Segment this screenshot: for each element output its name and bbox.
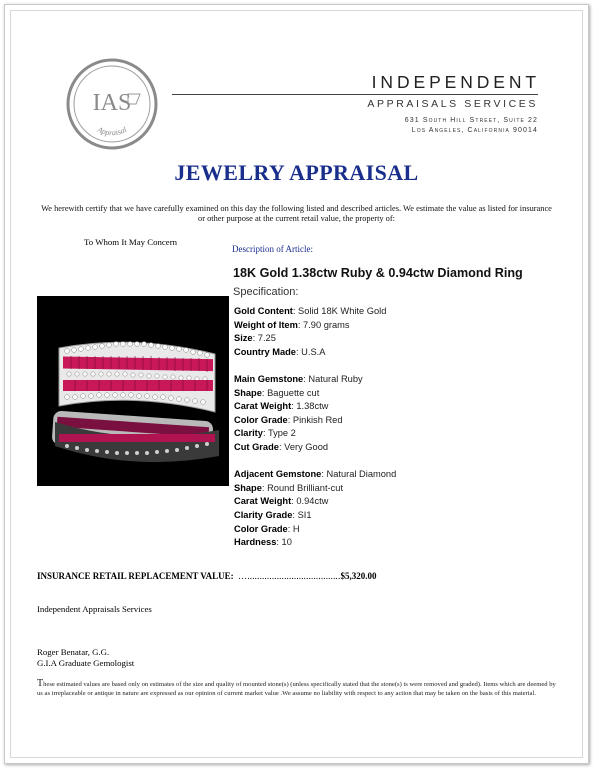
spec-spacer [234,359,396,373]
spec-row: Gold Content: Solid 18K White Gold [234,306,387,316]
header-rule [172,94,538,95]
spec-row: Color Grade: H [234,523,300,534]
spec-row: Clarity: Type 2 [234,428,296,439]
company-address-line1: 631 South Hill Street, Suite 22 [404,117,538,124]
disclaimer [37,680,557,698]
ring-photo [37,296,229,486]
document-title: JEWELRY APPRAISAL [174,160,419,185]
ias-seal-logo [66,58,158,150]
certification-text: We herewith certify that we have carefully examined on this day the following listed and described articles. We estimate the value as listed for insurance or other purpose at the current retail value, the property of: [41,204,552,223]
description-label: Description of Article: [232,244,313,254]
company-header [330,72,540,93]
spec-spacer [234,455,396,469]
article-title: 18K Gold 1.38ctw Ruby & 0.94ctw Diamond Ring [233,266,523,280]
spec-row: Main Gemstone: Natural Ruby [234,373,363,384]
insurance-value-dots: …...................................... [238,571,341,581]
specification-label: Specification: [233,286,299,298]
seal-monogram: IAS [92,90,132,116]
signer-block [37,647,134,669]
spec-row: Adjacent Gemstone: Natural Diamond [234,469,397,480]
spec-row: Color Grade: Pinkish Red [234,414,343,425]
disclaimer-initial: T [37,678,44,689]
spec-row: Weight of Item: 7.90 grams [234,319,350,330]
disclaimer-text: hese estimated values are based only on estimates of the size and quality of mounted stone(s) (unless specifically stated that the stone(s) is were removed and graded). Items which are deemed by us as irreplaceable or antique in nature are expressed as our opinion of current market value .We assume no liability with respect to any action that may be taken on the basis of this material. [37,681,556,697]
insurance-value [37,571,557,581]
spec-row: Clarity Grade: SI1 [234,509,312,520]
recipient: To Whom It May Concern [84,237,178,247]
footer-company: Independent Appraisals Services [37,604,152,614]
company-subtitle: APPRAISALS SERVICES [367,98,538,110]
insurance-value-label: INSURANCE RETAIL REPLACEMENT VALUE: [37,571,234,581]
company-name: INDEPENDENT [371,72,540,92]
spec-row: Size: 7.25 [234,333,276,344]
spec-row: Carat Weight: 0.94ctw [234,496,329,507]
insurance-value-amount: $5,320.00 [340,571,377,581]
signer-name: Roger Benatar, G.G. [37,647,110,657]
spec-row: Cut Grade: Very Good [234,441,329,452]
spec-row: Shape: Baguette cut [234,387,320,398]
spec-row: Shape: Round Brilliant-cut [234,482,344,493]
signer-title: G.I.A Graduate Gemologist [37,658,135,668]
spec-row: Country Made: U.S.A [234,346,326,357]
seal-ring-text: Appraisal [95,124,129,138]
specifications [234,305,396,550]
spec-row: Hardness: 10 [234,537,292,548]
spec-row: Carat Weight: 1.38ctw [234,401,329,412]
company-address-line2: Los Angeles, California 90014 [411,127,538,134]
